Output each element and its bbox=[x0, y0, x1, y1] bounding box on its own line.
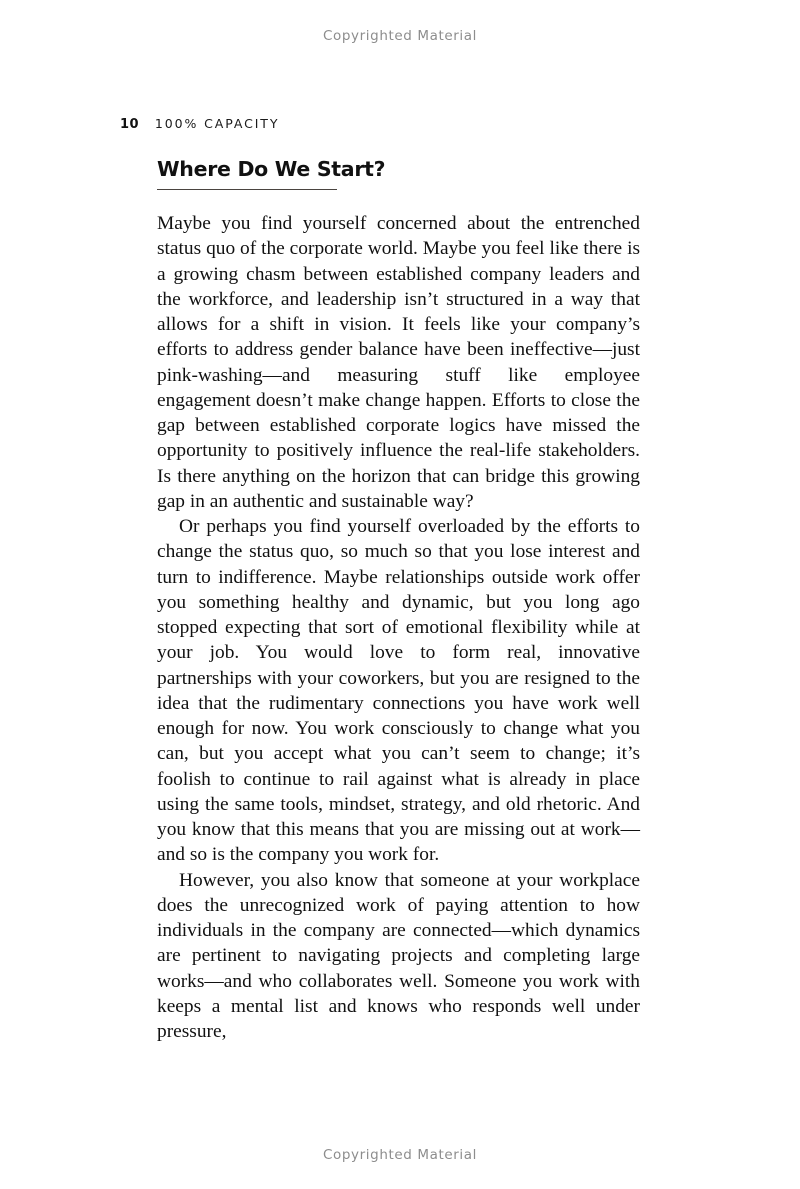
paragraph: Or perhaps you find yourself overloaded by the efforts to change the status quo, so much so that you lose interest and turn to indifference. Maybe relationships outside work offer you something healthy and dynamic, but you long ago stopped expecting that sort of emotional flexibility while at your job. You would love to form real, innovative partnerships with your coworkers, but you are resigned to the idea that the rudimentary connections you have work well enough for now. You work consciously to change what you can, but you accept what you can’t seem to change; it’s foolish to continue to rail against what is already in place using the same tools, mindset, strategy, and old rhetoric. And you know that this means that you are missing out at work—and so is the company you work for. bbox=[157, 516, 640, 866]
chapter-title: 100% CAPACITY bbox=[154, 116, 280, 131]
copyright-watermark-top: Copyrighted Material bbox=[323, 28, 477, 44]
paragraph: However, you also know that someone at your workplace does the unrecognized work of paying attention to how individuals in the company are connected—which dynamics are pertinent to navigating projects and completing large works—and who collaborates well. Someone you work with keeps a mental list and knows who responds well under pressure, bbox=[157, 869, 640, 1042]
body-text bbox=[157, 211, 640, 1044]
running-head bbox=[120, 116, 279, 132]
paragraph: Maybe you find yourself concerned about the entrenched status quo of the corporate world. Maybe you feel like there is a growing chasm between established company leaders and the workforce, and leadership isn’t structured in a way that allows for a shift in vision. It feels like your company’s efforts to address gender balance have been ineffective—just pink-washing—and measuring stuff like employee engagement doesn’t make change happen. Efforts to close the gap between established corporate logics have missed the opportunity to positively influence the real-life stakeholders. Is there anything on the horizon that can bridge this growing gap in an authentic and sustainable way? bbox=[157, 213, 640, 512]
page-number: 10 bbox=[120, 117, 139, 132]
copyright-watermark-bottom: Copyrighted Material bbox=[323, 1147, 477, 1163]
heading-rule bbox=[157, 189, 337, 191]
section-heading bbox=[157, 158, 640, 190]
section-heading-text: Where Do We Start? bbox=[157, 157, 386, 181]
